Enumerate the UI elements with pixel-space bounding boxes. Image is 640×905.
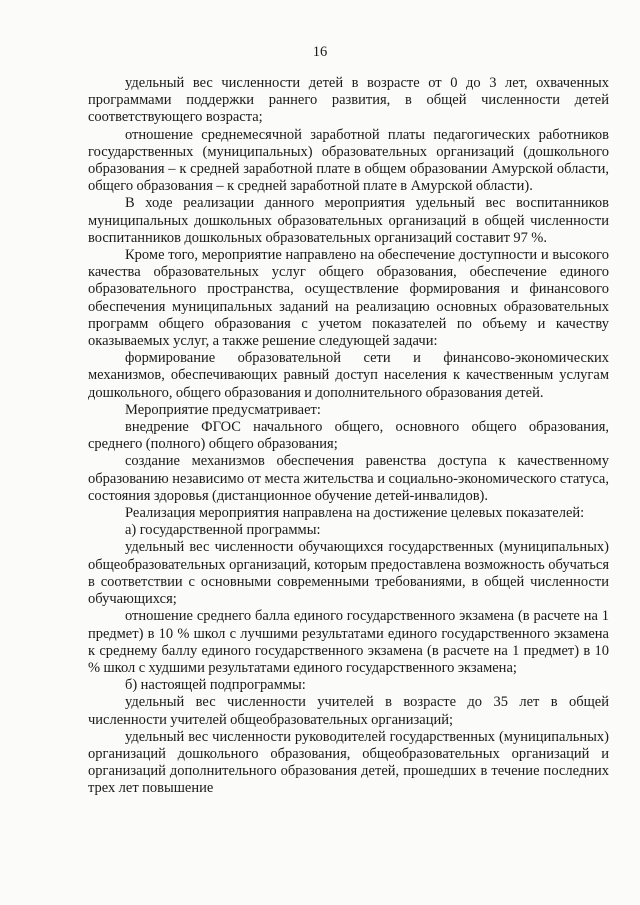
paragraph: удельный вес численности обучающихся государственных (муниципальных) общеобразовательных организаций, которым предоставлена возможность обучаться в соответствии с основными современными требованиями, в общей численности обучающихся; (88, 539, 609, 608)
paragraph: создание механизмов обеспечения равенства доступа к качественному образованию независимо от места жительства и социально-экономического статуса, состояния здоровья (дистанционное обучение детей-инвалидов). (88, 453, 609, 504)
paragraph: а) государственной программы: (125, 522, 321, 539)
paragraph: удельный вес численности руководителей государственных (муниципальных) организаций дошкольного образования, общеобразовательных организаций и организаций дополнительного образования детей, прошедших в течение последних трех лет повышение (88, 728, 609, 797)
paragraph: удельный вес численности детей в возрасте от 0 до 3 лет, охваченных программами поддержки раннего развития, в общей численности детей соответствующего возраста; (88, 75, 609, 126)
paragraph: отношение среднемесячной заработной платы педагогических работников государственных (муниципальных) образовательных организаций (дошкольного образования – к средней заработной плате в общем образовании Амурской области, общего образования – к средней заработной плате в Амурской области). (88, 126, 609, 195)
paragraph: внедрение ФГОС начального общего, основного общего образования, среднего (полного) общего образования; (88, 419, 609, 453)
paragraph: В ходе реализации данного мероприятия удельный вес воспитанников муниципальных дошкольных образовательных организаций в общей численности воспитанников дошкольных образовательных организаций составит 97 %. (88, 195, 609, 246)
paragraph: Мероприятие предусматривает: (125, 401, 321, 418)
paragraph: Реализация мероприятия направлена на достижение целевых показателей: (125, 505, 585, 522)
page-number: 16 (312, 44, 328, 60)
document-body (88, 75, 609, 798)
paragraph: отношение среднего балла единого государственного экзамена (в расчете на 1 предмет) в 10 % школ с лучшими результатами единого государственного экзамена к среднему баллу единого государственного экзамена (в расчете на 1 предмет) в 10 % школ с худшими результатами единого государственного экзамена; (88, 608, 609, 676)
paragraph: Кроме того, мероприятие направлено на обеспечение доступности и высокого качества образовательных услуг общего образования, обеспечение единого образовательного пространства, осуществление формирования и финансового обеспечения муниципальных заданий на реализацию основных образовательных программ общего образования с учетом показателей по объему и качеству оказываемых услуг, а также решение следующей задачи: (88, 247, 609, 350)
paragraph: б) настоящей подпрограммы: (125, 677, 306, 694)
paragraph: удельный вес численности учителей в возрасте до 35 лет в общей численности учителей общеобразовательных организаций; (88, 694, 609, 728)
paragraph: формирование образовательной сети и финансово-экономических механизмов, обеспечивающих равный доступ населения к качественным услугам дошкольного, общего образования и дополнительного образования детей. (88, 350, 609, 401)
